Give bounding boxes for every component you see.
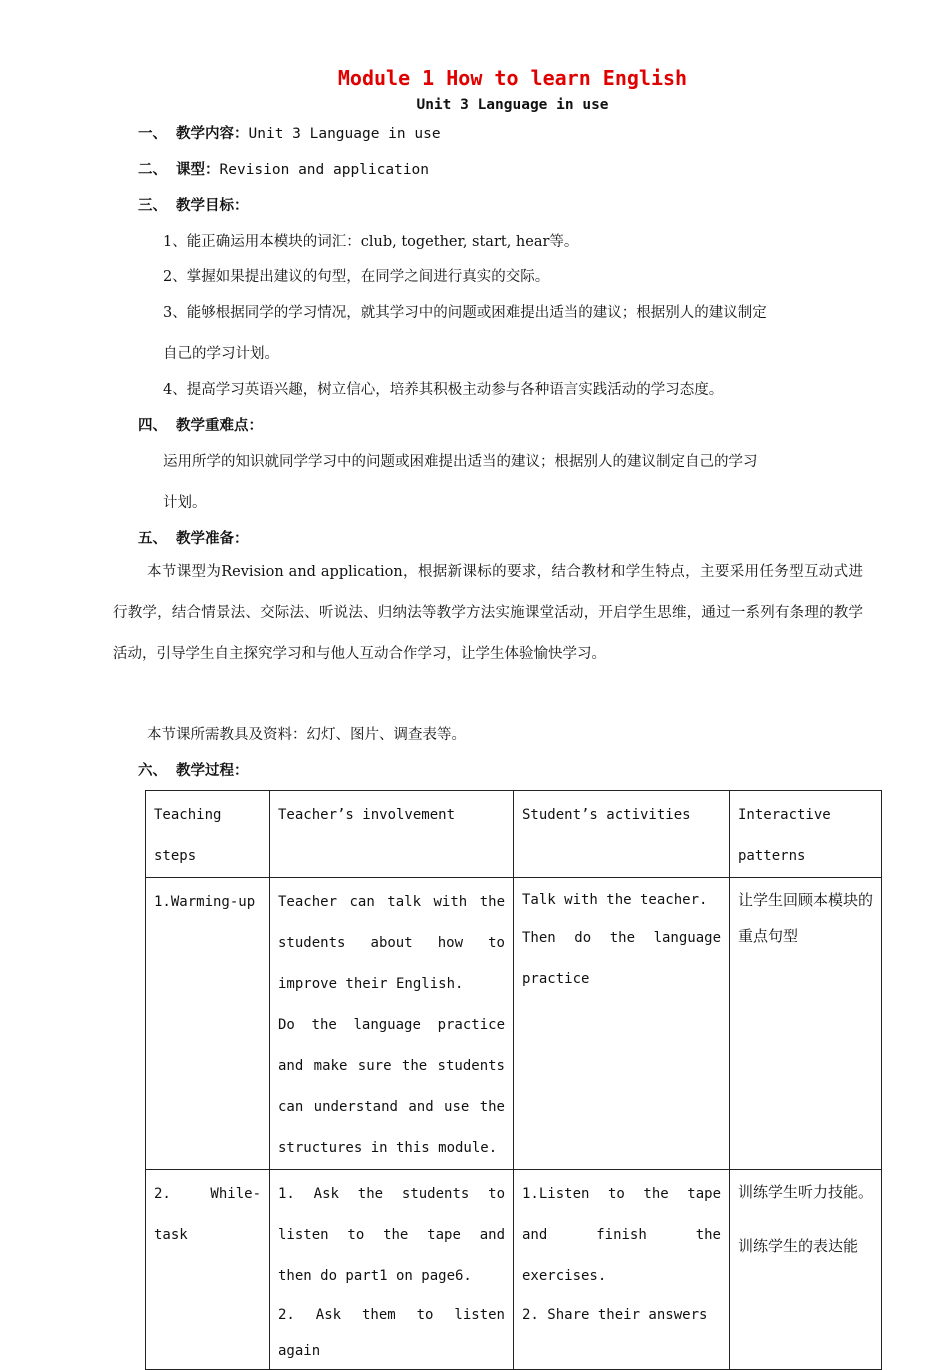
section-process bbox=[138, 759, 249, 780]
section-number: 三、 bbox=[138, 197, 167, 214]
section-label: 教学重难点： bbox=[176, 417, 263, 434]
cell-step: 1.Warming-up bbox=[146, 878, 270, 1170]
key-points-text: 计划。 bbox=[163, 495, 207, 511]
cell-text: Teacher can talk with the students about how to improve their English. bbox=[278, 894, 505, 992]
section-number: 二、 bbox=[138, 161, 167, 178]
cell-text: 训练学生听力技能。 bbox=[738, 1183, 874, 1201]
section-number: 四、 bbox=[138, 417, 167, 434]
document-title: Module 1 How to learn English bbox=[337, 66, 688, 90]
table-row bbox=[146, 878, 882, 1170]
cell-text: Talk with the teacher. bbox=[522, 892, 708, 908]
document-subtitle: Unit 3 Language in use bbox=[416, 97, 609, 113]
section-preparation bbox=[138, 527, 249, 548]
table-row bbox=[146, 1170, 882, 1370]
cell-pattern bbox=[730, 878, 882, 1170]
cell-text: 2. Share their answers bbox=[522, 1307, 708, 1323]
cell-text: 1. Ask the students to listen to the tape and then do part1 on page6. bbox=[278, 1186, 505, 1284]
cell-pattern bbox=[730, 1170, 882, 1370]
cell-text: 让学生回顾本模块的重点句型 bbox=[738, 891, 874, 945]
section-number: 一、 bbox=[138, 125, 167, 142]
cell-teacher bbox=[270, 1170, 514, 1370]
section-label: 教学目标： bbox=[176, 197, 249, 214]
cell-step: 2. While-task bbox=[146, 1170, 270, 1370]
header-teacher-involvement: Teacher’s involvement bbox=[270, 791, 514, 878]
cell-text: Do the language practice and make sure the students can understand and use the structures in this module. bbox=[278, 1017, 505, 1156]
cell-student bbox=[514, 878, 730, 1170]
cell-teacher bbox=[270, 878, 514, 1170]
preparation-materials: 本节课所需教具及资料：幻灯、图片、调查表等。 bbox=[147, 727, 466, 743]
goal-item: 4、提高学习英语兴趣，树立信心，培养其积极主动参与各种语言实践活动的学习态度。 bbox=[163, 382, 724, 398]
cell-student bbox=[514, 1170, 730, 1370]
section-label: 课型： bbox=[176, 161, 220, 178]
section-teaching-content bbox=[138, 122, 441, 143]
section-text: Unit 3 Language in use bbox=[248, 126, 441, 142]
preparation-paragraph: 本节课型为Revision and application，根据新课标的要求，结合教材和学生特点，主要采用任务型互动式进行教学，结合情景法、交际法、听说法、归纳法等教学方法实施课堂活动，开启学生思维，通过一系列有条理的教学活动，引导学生自主探究学习和与他人互动合作学习，让学生体验愉快学习。 bbox=[113, 564, 863, 662]
header-teaching-steps: Teaching steps bbox=[146, 791, 270, 878]
section-text: Revision and application bbox=[219, 162, 430, 178]
section-number: 六、 bbox=[138, 762, 167, 779]
cell-text: Then do the language practice bbox=[522, 930, 721, 987]
key-points-text: 运用所学的知识就同学学习中的问题或困难提出适当的建议；根据别人的建议制定自己的学习 bbox=[163, 454, 758, 470]
section-label: 教学准备： bbox=[176, 530, 249, 547]
cell-text: 2. Ask them to listen again bbox=[278, 1307, 505, 1359]
section-key-points bbox=[138, 414, 263, 435]
goal-item: 2、掌握如果提出建议的句型，在同学之间进行真实的交际。 bbox=[163, 269, 550, 285]
table-header-row bbox=[146, 791, 882, 878]
cell-text: 训练学生的表达能 bbox=[738, 1237, 859, 1255]
section-lesson-type bbox=[138, 158, 429, 179]
goal-item: 1、能正确运用本模块的词汇：club, together, start, hear等。 bbox=[163, 234, 579, 250]
cell-text: 1.Listen to the tape and finish the exercises. bbox=[522, 1186, 721, 1284]
section-objectives bbox=[138, 194, 249, 215]
section-label: 教学过程： bbox=[176, 762, 249, 779]
teaching-process-table bbox=[145, 790, 882, 1370]
header-interactive-patterns: Interactive patterns bbox=[730, 791, 882, 878]
goal-item: 自己的学习计划。 bbox=[163, 346, 279, 362]
section-number: 五、 bbox=[138, 530, 167, 547]
section-label: 教学内容： bbox=[176, 125, 249, 142]
header-student-activities: Student’s activities bbox=[514, 791, 730, 878]
goal-item: 3、能够根据同学的学习情况，就其学习中的问题或困难提出适当的建议；根据别人的建议制定 bbox=[163, 305, 767, 321]
